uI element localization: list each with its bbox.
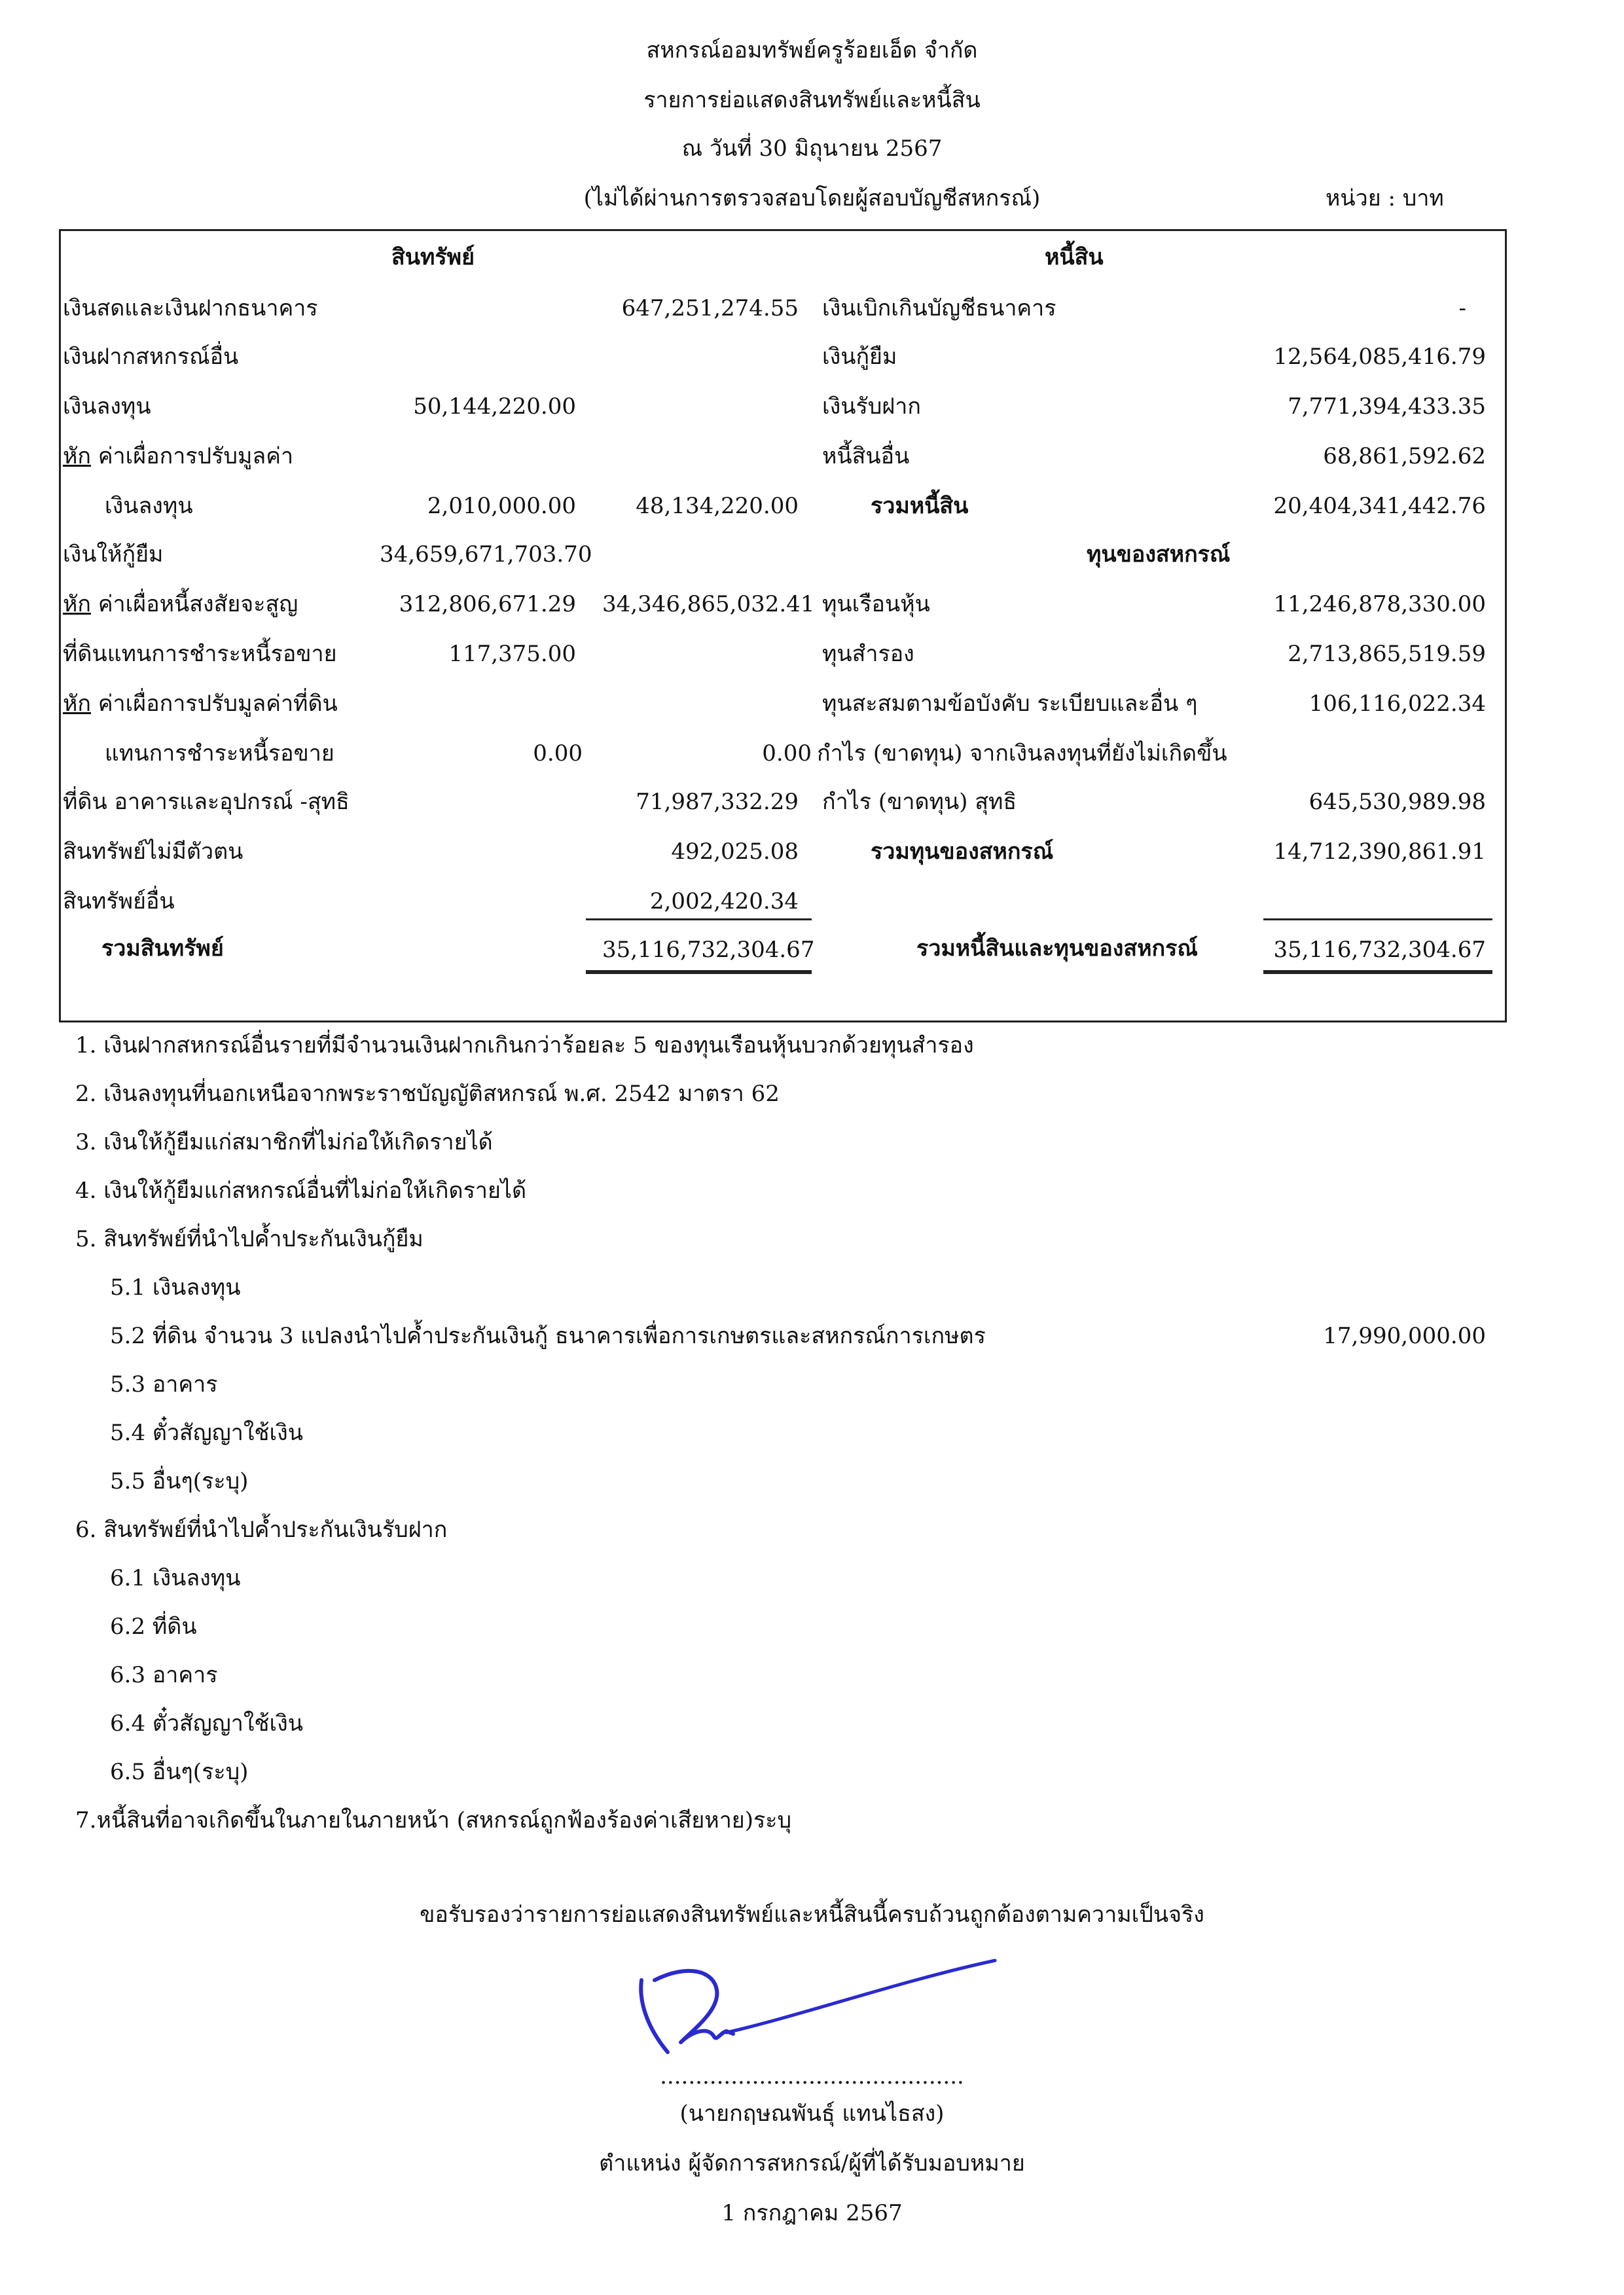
total-assets-label: รวมสินทรัพย์ [101,935,224,962]
land-adj-row [63,693,338,715]
cash-total: 647,251,274.55 [621,295,799,321]
accumulated-fund-label: ทุนสะสมตามข้อบังคับ ระเบียบและอื่น ๆ [822,691,1198,717]
loan-label: เงินให้กู้ยืม [63,541,164,568]
report-date: ณ วันที่ 30 มิถุนายน 2567 [681,136,943,162]
liabilities-heading: หนี้สิน [1045,244,1104,270]
other-assets-total: 2,002,420.34 [649,888,799,914]
total-assets: 35,116,732,304.67 [602,937,815,963]
total-equity: 14,712,390,861.91 [1273,839,1486,865]
signature [628,1954,1021,2078]
ppe-total: 71,987,332.29 [636,789,799,815]
certification-date: 1 กรกฎาคม 2567 [721,2200,903,2226]
borrowing-amount: 12,564,085,416.79 [1273,344,1486,370]
subtotal-rule [586,918,812,920]
unrealized-gain-label: กำไร (ขาดทุน) จากเงินลงทุนที่ยังไม่เกิดขึ้น [817,740,1227,767]
grand-total: 35,116,732,304.67 [1273,937,1486,963]
note-6-3: 6.3 อาคาร [110,1662,218,1688]
note-3: 3. เงินให้กู้ยืมแก่สมาชิกที่ไม่ก่อให้เกิดรายได้ [75,1129,493,1155]
land-debt-label: ที่ดินแทนการชำระหนี้รอขาย [63,641,337,667]
total-double-rule [1263,970,1492,974]
share-capital-amount: 11,246,878,330.00 [1273,591,1486,617]
net-profit-label: กำไร (ขาดทุน) สุทธิ [822,789,1017,815]
less-label: หัก [63,443,91,469]
total-double-rule [586,970,812,974]
borrowing-label: เงินกู้ยืม [822,344,897,370]
investment-amount: 50,144,220.00 [413,393,576,420]
org-name: สหกรณ์ออมทรัพย์ครูร้อยเอ็ด จำกัด [646,37,978,63]
subtotal-rule [1263,918,1492,920]
note-7: 7.หนี้สินที่อาจเกิดขึ้นในภายในภายหน้า (สหกรณ์ถูกฟ้องร้องค่าเสียหาย)ระบุ [75,1807,792,1834]
ppe-label: ที่ดิน อาคารและอุปกรณ์ -สุทธิ [63,789,350,815]
share-capital-label: ทุนเรือนหุ้น [822,591,930,617]
note-5-4: 5.4 ตั๋วสัญญาใช้เงิน [110,1420,303,1446]
less-label: หัก [63,591,91,617]
adjustment-label: ค่าเผื่อการปรับมูลค่า [98,443,294,469]
land-adj-amount: 0.00 [533,740,583,767]
other-assets-label: สินทรัพย์อื่น [63,888,175,914]
coop-deposit-label: เงินฝากสหกรณ์อื่น [63,344,239,370]
overdraft-label: เงินเบิกเกินบัญชีธนาคาร [822,295,1056,321]
loan-net: 34,346,865,032.41 [602,591,815,617]
investment-net: 48,134,220.00 [636,493,799,519]
signature-line: ........................................... [660,2063,964,2089]
total-liabilities-label: รวมหนี้สิน [871,493,969,519]
intangible-label: สินทรัพย์ไม่มีตัวตน [63,839,244,865]
accumulated-fund-amount: 106,116,022.34 [1308,691,1486,717]
net-profit-amount: 645,530,989.98 [1308,789,1486,815]
note-6-2: 6.2 ที่ดิน [110,1614,197,1640]
note-6: 6. สินทรัพย์ที่นำไปค้ำประกันเงินรับฝาก [75,1517,448,1543]
overdraft-amount: - [1458,295,1466,321]
note-5-2-amount: 17,990,000.00 [1323,1323,1486,1349]
signer-position: ตำแหน่ง ผู้จัดการสหกรณ์/ผู้ที่ได้รับมอบหมาย [599,2150,1025,2177]
note-1: 1. เงินฝากสหกรณ์อื่นรายที่มีจำนวนเงินฝากเกินกว่าร้อยละ 5 ของทุนเรือนหุ้นบวกด้วยทุนสำรอง [75,1032,974,1058]
note-6-1: 6.1 เงินลงทุน [110,1565,241,1591]
signer-name: (นายกฤษณพันธุ์ แทนไธสง) [679,2101,945,2127]
intangible-total: 492,025.08 [671,839,799,865]
reserve-amount: 2,713,865,519.59 [1288,641,1486,667]
adjustment-row [63,445,293,467]
assets-heading: สินทรัพย์ [391,244,475,270]
cash-label: เงินสดและเงินฝากธนาคาร [63,295,318,321]
note-5-3: 5.3 อาคาร [110,1371,218,1398]
deposit-label: เงินรับฝาก [822,393,921,420]
note-2: 2. เงินลงทุนที่นอกเหนือจากพระราชบัญญัติสหกรณ์ พ.ศ. 2542 มาตรา 62 [75,1081,780,1107]
note-5-1: 5.1 เงินลงทุน [110,1274,241,1301]
investment-label: เงินลงทุน [63,393,151,420]
doubtful-amount: 312,806,671.29 [399,591,576,617]
less-label: หัก [63,691,91,717]
other-liabilities-amount: 68,861,592.62 [1323,443,1486,469]
doubtful-row [63,593,298,615]
grand-total-label: รวมหนี้สินและทุนของสหกรณ์ [916,935,1198,962]
doubtful-label: ค่าเผื่อหนี้สงสัยจะสูญ [98,591,298,617]
report-title: รายการย่อแสดงสินทรัพย์และหนี้สิน [643,87,981,113]
land-adj-net: 0.00 [762,740,812,767]
certification-statement: ขอรับรองว่ารายการย่อแสดงสินทรัพย์และหนี้สินนี้ครบถ้วนถูกต้องตามความเป็นจริง [420,1902,1204,1928]
total-liabilities: 20,404,341,442.76 [1273,493,1486,519]
note-5: 5. สินทรัพย์ที่นำไปค้ำประกันเงินกู้ยืม [75,1226,424,1252]
unit-label: หน่วย : บาท [1326,185,1444,211]
total-equity-label: รวมทุนของสหกรณ์ [871,839,1054,865]
investment-adj-amount: 2,010,000.00 [427,493,576,519]
note-6-4: 6.4 ตั๋วสัญญาใช้เงิน [110,1710,303,1737]
audit-note: (ไม่ได้ผ่านการตรวจสอบโดยผู้สอบบัญชีสหกรณ์) [583,185,1041,211]
loan-amount: 34,659,671,703.70 [380,541,592,568]
note-5-2: 5.2 ที่ดิน จำนวน 3 แปลงนำไปค้ำประกันเงินกู้ ธนาคารเพื่อการเกษตรและสหกรณ์การเกษตร [110,1323,986,1349]
note-5-5: 5.5 อื่นๆ(ระบุ) [110,1468,249,1494]
note-4: 4. เงินให้กู้ยืมแก่สหกรณ์อื่นที่ไม่ก่อให้เกิดรายได้ [75,1178,527,1204]
reserve-label: ทุนสำรอง [822,641,914,667]
land-adj-label: ค่าเผื่อการปรับมูลค่าที่ดิน [98,691,338,717]
land-adj-label-2: แทนการชำระหนี้รอขาย [105,740,334,767]
land-debt-amount: 117,375.00 [448,641,576,667]
note-6-5: 6.5 อื่นๆ(ระบุ) [110,1759,249,1785]
equity-heading: ทุนของสหกรณ์ [1087,541,1231,568]
other-liabilities-label: หนี้สินอื่น [822,443,910,469]
deposit-amount: 7,771,394,433.35 [1288,393,1486,420]
investment-adj-label: เงินลงทุน [105,493,193,519]
